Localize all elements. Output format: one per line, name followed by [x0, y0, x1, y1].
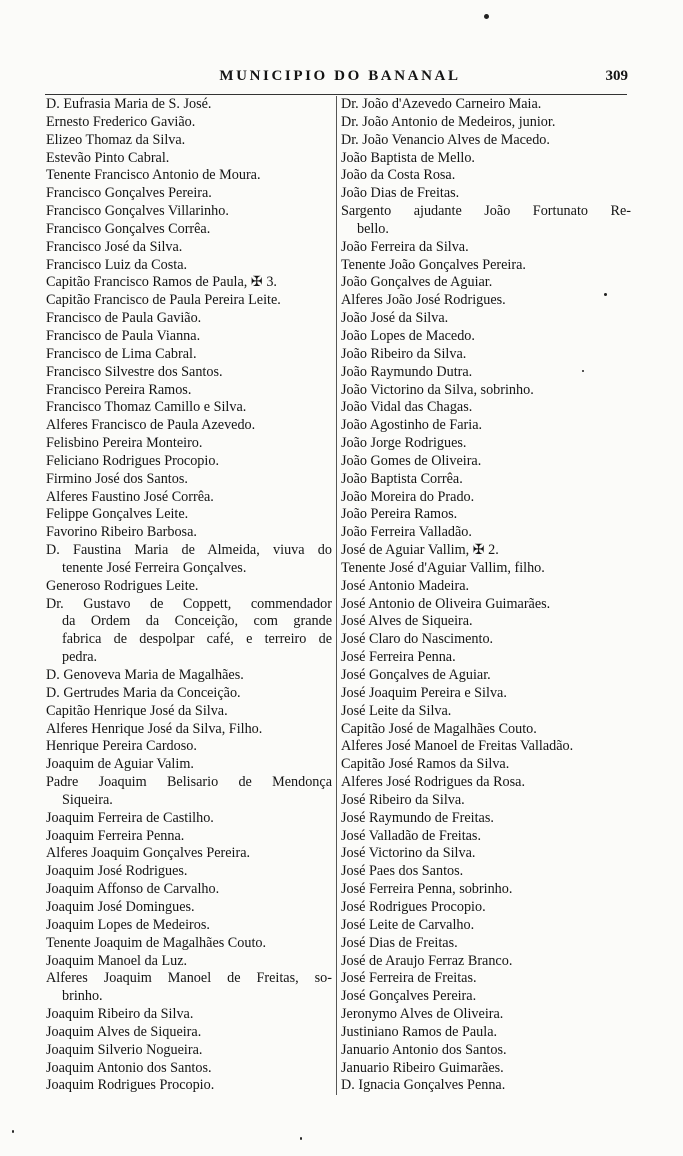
- list-entry: [46, 524, 332, 542]
- list-entry: [339, 239, 631, 257]
- entry-line: Tenente José d'Aguiar Vallim, filho.: [341, 559, 545, 576]
- entry-line: José Alves de Siqueira.: [341, 613, 473, 630]
- entry-continuation-line: bello.: [357, 220, 389, 237]
- entry-line: Dr. João Venancio Alves de Macedo.: [341, 131, 550, 148]
- list-entry: [339, 792, 631, 810]
- entry-line: Joaquim Antonio dos Santos.: [46, 1059, 212, 1076]
- page-number: 309: [605, 68, 628, 84]
- entry-line: José Joaquim Pereira e Silva.: [341, 684, 507, 701]
- list-entry: [339, 828, 631, 846]
- entry-line: Francisco Thomaz Camillo e Silva.: [46, 399, 247, 416]
- list-entry: [339, 631, 631, 649]
- list-entry: [46, 881, 332, 899]
- entry-line: João Jorge Rodrigues.: [341, 435, 467, 452]
- list-entry: [46, 382, 332, 400]
- list-entry: [339, 970, 631, 988]
- entry-line: Firmino José dos Santos.: [46, 470, 188, 487]
- list-entry: [46, 810, 332, 828]
- entry-line: João Dias de Freitas.: [341, 185, 460, 202]
- list-entry: [46, 738, 332, 756]
- list-entry: [339, 703, 631, 721]
- list-entry: [46, 953, 332, 971]
- entry-line: Joaquim de Aguiar Valim.: [46, 756, 194, 773]
- header-rule: [45, 94, 627, 95]
- entry-line: Elizeo Thomaz da Silva.: [46, 131, 186, 148]
- list-entry: [46, 328, 332, 346]
- entry-line: José Victorino da Silva.: [341, 845, 476, 862]
- entry-line: Capitão José Ramos da Silva.: [341, 756, 510, 773]
- list-entry: [46, 239, 332, 257]
- entry-line: João Agostinho de Faria.: [341, 417, 483, 434]
- entry-line: Januario Ribeiro Guimarães.: [341, 1059, 504, 1076]
- list-entry: [46, 132, 332, 150]
- list-entry: [46, 542, 332, 578]
- entry-line: José Dias de Freitas.: [341, 934, 458, 951]
- entry-line: João Baptista de Mello.: [341, 149, 475, 166]
- list-entry: [339, 506, 631, 524]
- list-entry: [339, 471, 631, 489]
- list-entry: [46, 310, 332, 328]
- entry-line: Dr. Gustavo de Coppett, commendador: [46, 595, 332, 612]
- list-entry: [339, 721, 631, 739]
- list-entry: [339, 310, 631, 328]
- list-entry: [339, 203, 631, 239]
- list-entry: [46, 863, 332, 881]
- entry-line: João Baptista Corrêa.: [341, 470, 463, 487]
- list-entry: [339, 685, 631, 703]
- list-entry: [46, 1077, 332, 1095]
- entry-line: João Lopes de Macedo.: [341, 327, 475, 344]
- list-entry: [339, 953, 631, 971]
- entry-line: Francisco de Paula Gavião.: [46, 310, 202, 327]
- right-column: [336, 96, 631, 1095]
- list-entry: [46, 203, 332, 221]
- list-entry: [339, 185, 631, 203]
- entry-line: Jeronymo Alves de Oliveira.: [341, 1006, 504, 1023]
- list-entry: [46, 114, 332, 132]
- entry-continuation-line: fabrica de despolpar café, e terreiro de: [62, 631, 332, 648]
- entry-line: Dr. João d'Azevedo Carneiro Maia.: [341, 96, 542, 112]
- list-entry: [46, 1060, 332, 1078]
- list-entry: [339, 150, 631, 168]
- list-entry: [46, 596, 332, 667]
- entry-line: José Leite da Silva.: [341, 702, 452, 719]
- entry-line: Dr. João Antonio de Medeiros, junior.: [341, 113, 556, 130]
- entry-line: Tenente João Gonçalves Pereira.: [341, 256, 526, 273]
- entry-line: José de Araujo Ferraz Branco.: [341, 952, 513, 969]
- entry-line: João Gonçalves de Aguiar.: [341, 274, 493, 291]
- entry-line: José Valladão de Freitas.: [341, 827, 482, 844]
- list-entry: [46, 899, 332, 917]
- entry-line: José Ferreira de Freitas.: [341, 970, 477, 987]
- list-entry: [46, 935, 332, 953]
- page-title: MUNICIPIO DO BANANAL: [219, 68, 461, 84]
- list-entry: [46, 417, 332, 435]
- list-entry: [339, 1024, 631, 1042]
- entry-line: Alferes José Rodrigues da Rosa.: [341, 774, 526, 791]
- entry-line: Joaquim Silverio Nogueira.: [46, 1041, 203, 1058]
- entry-line: Feliciano Rodrigues Procopio.: [46, 452, 219, 469]
- entry-line: D. Eufrasia Maria de S. José.: [46, 96, 212, 112]
- list-entry: [339, 596, 631, 614]
- list-entry: [46, 471, 332, 489]
- entry-line: Alferes Joaquim Gonçalves Pereira.: [46, 845, 251, 862]
- list-entry: [339, 257, 631, 275]
- list-entry: [46, 845, 332, 863]
- list-entry: [46, 756, 332, 774]
- list-entry: [339, 1006, 631, 1024]
- list-entry: [46, 578, 332, 596]
- list-entry: [339, 346, 631, 364]
- list-entry: [46, 1006, 332, 1024]
- list-entry: [339, 542, 631, 560]
- entry-line: Francisco Silvestre dos Santos.: [46, 363, 223, 380]
- list-entry: [339, 667, 631, 685]
- list-entry: [46, 150, 332, 168]
- entry-line: Joaquim José Rodrigues.: [46, 863, 188, 880]
- list-entry: [46, 685, 332, 703]
- list-entry: [339, 613, 631, 631]
- page-header: [0, 68, 683, 92]
- list-entry: [339, 167, 631, 185]
- list-entry: [339, 364, 631, 382]
- entry-line: Alferes José Manoel de Freitas Valladão.: [341, 738, 574, 755]
- list-entry: [339, 1042, 631, 1060]
- entry-line: Estevão Pinto Cabral.: [46, 149, 170, 166]
- entry-line: João Raymundo Dutra.: [341, 363, 473, 380]
- list-entry: [339, 292, 631, 310]
- entry-line: Joaquim Affonso de Carvalho.: [46, 881, 220, 898]
- list-entry: [339, 114, 631, 132]
- entry-line: Capitão José de Magalhães Couto.: [341, 720, 537, 737]
- entry-line: José Gonçalves de Aguiar.: [341, 667, 491, 683]
- ink-speck: [12, 1130, 14, 1133]
- entry-line: Francisco Gonçalves Villarinho.: [46, 203, 229, 220]
- entry-line: José Claro do Nascimento.: [341, 631, 494, 648]
- list-entry: [46, 364, 332, 382]
- ink-speck: [484, 14, 489, 19]
- entry-line: Francisco de Paula Vianna.: [46, 327, 201, 344]
- entry-line: Alferes Joaquim Manoel de Freitas, so-: [46, 970, 332, 987]
- list-entry: [339, 274, 631, 292]
- entry-line: Joaquim Ferreira Penna.: [46, 827, 185, 844]
- entry-line: D. Faustina Maria de Almeida, viuva do: [46, 542, 332, 559]
- list-entry: [339, 560, 631, 578]
- entry-line: Francisco José da Silva.: [46, 238, 183, 255]
- list-entry: [339, 399, 631, 417]
- list-entry: [339, 417, 631, 435]
- list-entry: [339, 382, 631, 400]
- entry-line: Padre Joaquim Belisario de Mendonça: [46, 774, 332, 791]
- entry-line: D. Gertrudes Maria da Conceição.: [46, 684, 241, 701]
- entry-line: Justiniano Ramos de Paula.: [341, 1023, 498, 1040]
- entry-line: Generoso Rodrigues Leite.: [46, 577, 199, 594]
- entry-line: Januario Antonio dos Santos.: [341, 1041, 507, 1058]
- entry-line: José Raymundo de Freitas.: [341, 809, 494, 826]
- entry-line: Joaquim José Domingues.: [46, 898, 195, 915]
- entry-line: Capitão Francisco de Paula Pereira Leite.: [46, 292, 281, 309]
- list-entry: [339, 917, 631, 935]
- entry-line: Alferes Francisco de Paula Azevedo.: [46, 417, 256, 434]
- list-entry: [339, 988, 631, 1006]
- entry-line: João Pereira Ramos.: [341, 506, 458, 523]
- list-entry: [339, 524, 631, 542]
- entry-line: José Gonçalves Pereira.: [341, 988, 477, 1005]
- list-entry: [339, 899, 631, 917]
- list-entry: [339, 1060, 631, 1078]
- entry-line: José Ferreira Penna, sobrinho.: [341, 881, 513, 898]
- entry-line: Alferes Henrique José da Silva, Filho.: [46, 720, 263, 737]
- list-entry: [339, 756, 631, 774]
- entry-line: João Moreira do Prado.: [341, 488, 475, 505]
- list-entry: [46, 274, 332, 292]
- list-entry: [339, 96, 631, 114]
- entry-line: Felippe Gonçalves Leite.: [46, 506, 189, 523]
- entry-line: José Antonio Madeira.: [341, 577, 470, 594]
- entry-line: Capitão Francisco Ramos de Paula, ✠ 3.: [46, 274, 277, 291]
- list-entry: [46, 703, 332, 721]
- list-entry: [46, 721, 332, 739]
- list-entry: [339, 435, 631, 453]
- list-entry: [46, 667, 332, 685]
- entry-line: Francisco Pereira Ramos.: [46, 381, 192, 398]
- entry-line: Joaquim Ribeiro da Silva.: [46, 1006, 194, 1023]
- entry-line: Francisco Gonçalves Pereira.: [46, 185, 212, 202]
- entry-line: Felisbino Pereira Monteiro.: [46, 435, 203, 452]
- entry-line: Ernesto Frederico Gavião.: [46, 113, 196, 130]
- entry-line: José de Aguiar Vallim, ✠ 2.: [341, 542, 499, 559]
- list-entry: [46, 185, 332, 203]
- entry-line: Joaquim Ferreira de Castilho.: [46, 809, 214, 826]
- entry-line: José Rodrigues Procopio.: [341, 898, 486, 915]
- entry-line: Joaquim Manoel da Luz.: [46, 952, 188, 969]
- entry-line: Capitão Henrique José da Silva.: [46, 702, 228, 719]
- left-column: [46, 96, 332, 1095]
- list-entry: [339, 132, 631, 150]
- list-entry: [46, 453, 332, 471]
- entry-line: D. Ignacia Gonçalves Penna.: [341, 1077, 506, 1094]
- entry-line: João Ribeiro da Silva.: [341, 345, 467, 362]
- list-entry: [46, 292, 332, 310]
- list-entry: [339, 738, 631, 756]
- entry-line: João José da Silva.: [341, 310, 449, 327]
- entry-line: Joaquim Alves de Siqueira.: [46, 1023, 202, 1040]
- list-entry: [46, 221, 332, 239]
- list-entry: [46, 435, 332, 453]
- ink-speck: [300, 1137, 302, 1140]
- list-entry: [46, 489, 332, 507]
- list-entry: [339, 881, 631, 899]
- entry-continuation-line: Siqueira.: [62, 791, 113, 808]
- entry-line: D. Genoveva Maria de Magalhães.: [46, 667, 244, 683]
- list-entry: [339, 328, 631, 346]
- entry-line: Favorino Ribeiro Barbosa.: [46, 524, 197, 541]
- list-entry: [339, 578, 631, 596]
- list-entry: [46, 257, 332, 275]
- list-entry: [46, 970, 332, 1006]
- entry-line: Henrique Pereira Cardoso.: [46, 738, 197, 755]
- list-entry: [339, 774, 631, 792]
- list-entry: [339, 1077, 631, 1095]
- entry-line: Tenente Francisco Antonio de Moura.: [46, 167, 261, 184]
- entry-line: Francisco de Lima Cabral.: [46, 345, 197, 362]
- entry-line: Joaquim Lopes de Medeiros.: [46, 916, 210, 933]
- entry-continuation-line: tenente José Ferreira Gonçalves.: [62, 559, 247, 576]
- list-entry: [339, 489, 631, 507]
- list-entry: [46, 506, 332, 524]
- entry-line: Alferes Faustino José Corrêa.: [46, 488, 214, 505]
- list-entry: [46, 167, 332, 185]
- list-entry: [339, 810, 631, 828]
- list-entry: [46, 399, 332, 417]
- entry-line: Joaquim Rodrigues Procopio.: [46, 1077, 215, 1094]
- entry-line: Francisco Luiz da Costa.: [46, 256, 188, 273]
- entry-line: José Antonio de Oliveira Guimarães.: [341, 595, 551, 612]
- entry-continuation-line: da Ordem da Conceição, com grande: [62, 613, 332, 630]
- entry-line: José Paes dos Santos.: [341, 863, 464, 880]
- entry-line: João Ferreira da Silva.: [341, 238, 469, 255]
- list-entry: [339, 845, 631, 863]
- list-entry: [46, 1042, 332, 1060]
- list-entry: [46, 774, 332, 810]
- entry-continuation-line: brinho.: [62, 988, 103, 1005]
- entry-line: João Vidal das Chagas.: [341, 399, 473, 416]
- list-entry: [46, 346, 332, 364]
- entry-line: Alferes João José Rodrigues.: [341, 292, 506, 309]
- list-entry: [339, 863, 631, 881]
- entry-line: José Ribeiro da Silva.: [341, 791, 465, 808]
- list-entry: [46, 96, 332, 114]
- list-entry: [339, 453, 631, 471]
- entry-line: José Ferreira Penna.: [341, 649, 456, 666]
- entry-continuation-line: pedra.: [62, 649, 98, 666]
- entry-line: Francisco Gonçalves Corrêa.: [46, 220, 211, 237]
- list-entry: [46, 917, 332, 935]
- entry-line: João Victorino da Silva, sobrinho.: [341, 381, 534, 398]
- entry-line: João Gomes de Oliveira.: [341, 452, 482, 469]
- entry-line: João Ferreira Valladão.: [341, 524, 472, 541]
- list-entry: [46, 828, 332, 846]
- entry-line: Sargento ajudante João Fortunato Re-: [341, 203, 631, 220]
- entry-line: José Leite de Carvalho.: [341, 916, 475, 933]
- list-entry: [339, 649, 631, 667]
- list-entry: [46, 1024, 332, 1042]
- entry-line: Tenente Joaquim de Magalhães Couto.: [46, 934, 267, 951]
- list-entry: [339, 935, 631, 953]
- entry-line: João da Costa Rosa.: [341, 167, 456, 184]
